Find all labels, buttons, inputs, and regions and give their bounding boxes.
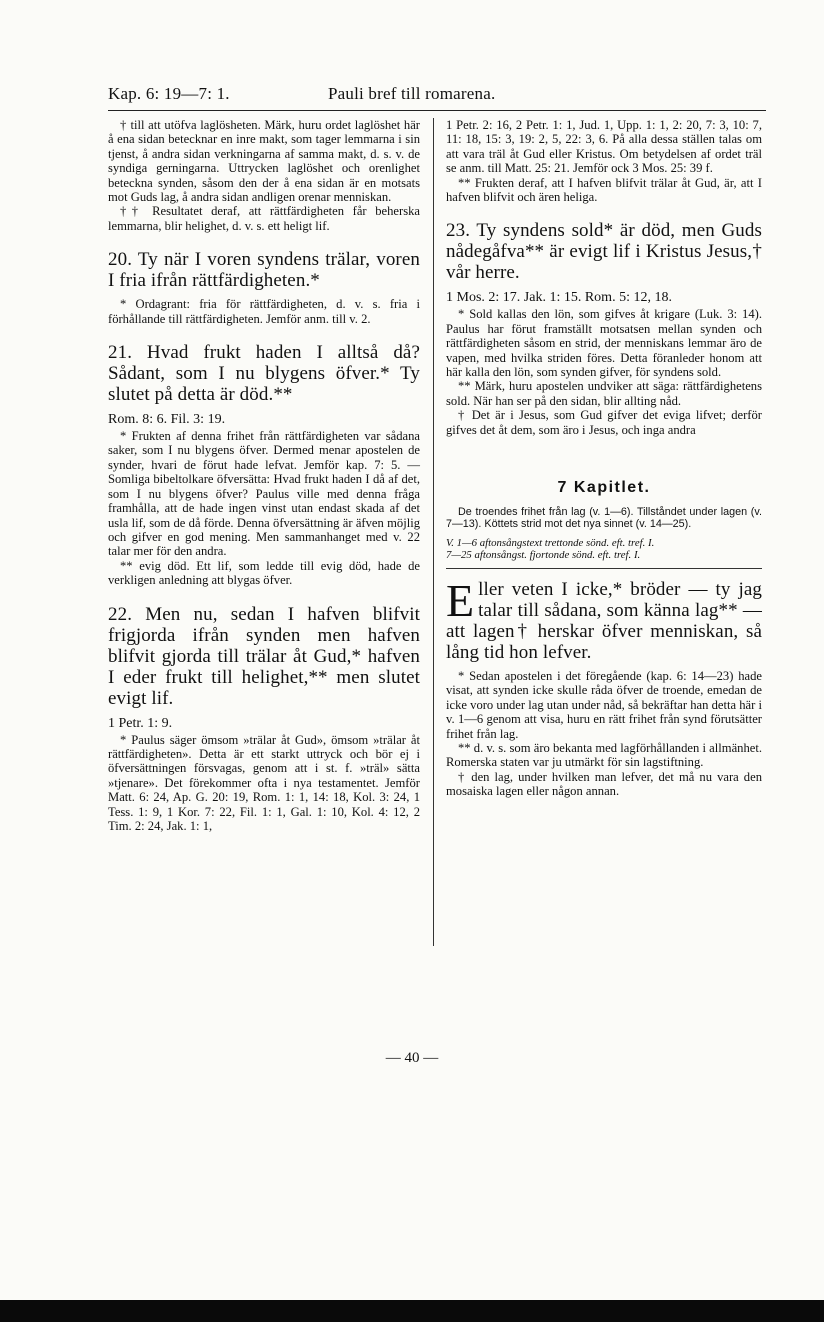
right-column	[446, 118, 762, 799]
verse-20: 20. Ty när I voren syndens trälar, voren I fria ifrån rättfärdigheten.*	[108, 249, 420, 292]
footnote-dagger: † till att utöfva laglösheten. Märk, huru ordet laglöshet här å ena sidan betecknar en inre makt, som tager lemmarna i sin tjenst, å andra sidan verkningarna af samma makt, d. s. v. de syndiga gerningarna. Uttrycken laglöshet och orenlighet beteckna synden, såsom den der å ena sidan är en motsats mot Guds lag, å andra sidan andligen orenar menniskan.	[108, 118, 420, 205]
footnote-verse-21-b: ** evig död. Ett lif, som ledde till evig död, hade de verkligen anledning att blygas öfver.	[108, 558, 420, 588]
cross-reference-23: 1 Mos. 2: 17. Jak. 1: 15. Rom. 5: 12, 18.	[446, 290, 672, 306]
header-chapter-ref: Kap. 6: 19—7: 1.	[108, 84, 230, 103]
scan-edge-band	[0, 1300, 824, 1322]
verse-1: ller veten I icke,* bröder — ty jag talar till sådana, som känna lag** — att lagen† herskar öfver menniskan, så lång tid hon lefver.	[446, 578, 762, 663]
drop-cap: E	[446, 574, 475, 626]
liturgy-line-2: 7—25 aftonsångst. fjortonde sönd. eft. tref. I.	[446, 549, 641, 562]
footnote-verse-21-a: * Frukten af denna frihet från rättfärdigheten var sådana saker, som I nu blygens öfver. Dermed menar apostelen de synder, hvari de förut hade lefvat. Jemför kap. 7: 5. — Somliga bibeltolkare öfversätta: Hvad frukt haden I då af det, som I nu blygens öfver? Paulus ville med denna fråga framhålla, att de hade ingen vinst utan endast skada af det usla lif, som de då förde. Denna öfversättning är äfven möjlig och gifver en god mening. Men sammanhanget med v. 22 talar mer för den andra.	[108, 429, 420, 559]
footnote-verse-23-b: ** Märk, huru apostelen undviker att säga: rättfärdighetens sold. När han ser på den sidan, blir allting nåd.	[446, 379, 762, 408]
footnote-verse-22-b: ** Frukten deraf, att I hafven blifvit trälar åt Gud, är, att I hafven blifvit och ären heliga.	[446, 175, 762, 205]
left-column	[108, 118, 420, 833]
footnote-continuation: 1 Petr. 2: 16, 2 Petr. 1: 1, Jud. 1, Upp. 1: 1, 2: 20, 7: 3, 10: 7, 11: 18, 15: 3, 19: 2, 5, 22: 3, 6. På alla dessa ställen talas om att vara träl åt Gud eller Kristus. Om betydelsen af ordet träl se anm. till Matt. 25: 21. Jemför ock 3 Mos. 25: 39 f.	[446, 118, 762, 176]
running-header	[108, 78, 766, 111]
verse-21: 21. Hvad frukt haden I alltså då? Sådant, som I nu blygens öfver.* Ty slutet på detta är död.**	[108, 342, 420, 406]
verse-1-block	[446, 574, 762, 663]
liturgy-notes	[446, 537, 762, 569]
footnote-verse-22: * Paulus säger ömsom »trälar åt Gud», ömsom »trälar åt rättfärdigheten». Detta är ett starkt uttryck och bör ej i öfversättningen försvagas, genom att i st. f. »träl» sätta »tjenare». Det förekommer ofta i nya testamentet. Jemför Matt. 6: 24, Ap. G. 20: 19, Rom. 1: 1, 14: 18, Kol. 3: 24, 1 Tess. 1: 9, 1 Kor. 7: 22, Fil. 1: 1, Gal. 1: 10, Kol. 4: 12, 2 Tim. 2: 24, Jak. 1: 1,	[108, 732, 420, 833]
column-divider	[433, 118, 434, 946]
page-number: — 40 —	[385, 1050, 439, 1066]
verse-23: 23. Ty syndens sold* är död, men Guds nådegåfva** är evigt lif i Kristus Jesus,† vår herre.	[446, 220, 762, 284]
header-title: Pauli bref till romarena.	[328, 84, 496, 103]
cross-reference-21: Rom. 8: 6. Fil. 3: 19.	[108, 412, 226, 428]
footnote-verse-20: * Ordagrant: fria för rättfärdigheten, d. v. s. fria i förhållande till rättfärdigheten. Jemför anm. till v. 2.	[108, 297, 420, 326]
footnote-verse-1-b: ** d. v. s. som äro bekanta med lagförhållanden i allmänhet. Romerska staten var ju utmärkt för sin lagstiftning.	[446, 740, 762, 770]
footnote-verse-23-a: * Sold kallas den lön, som gifves åt krigare (Luk. 3: 14). Paulus har förut framställt motsatsen mellan synden och rättfärdigheten såsom en strid, der menniskans lemmar äro de vapen, med hvilka striden föres. Detta föranleder honom att här kalla den lön, som synden gifver, för syndens sold.	[446, 307, 762, 380]
footnote-double-dagger: †† Resultatet deraf, att rättfärdigheten får beherska lemmarna, blir helighet, d. v. s. ett heligt lif.	[108, 204, 420, 233]
chapter-summary: De troendes frihet från lag (v. 1—6). Tillståndet under lagen (v. 7—13). Köttets strid mot det nya sinnet (v. 14—25).	[446, 505, 762, 531]
footnote-verse-23-c: † Det är i Jesus, som Gud gifver det eviga lifvet; derför gifves det åt dem, som äro i Jesus, och inga andra	[446, 408, 762, 437]
footnote-verse-1-c: † den lag, under hvilken man lefver, det må nu vara den mosaiska lagen eller någon annan.	[446, 769, 762, 799]
chapter-heading: 7 Kapitlet.	[557, 479, 651, 497]
verse-22: 22. Men nu, sedan I hafven blifvit frigjorda ifrån synden men hafven blifvit gjorda till trälar åt Gud,* hafven I eder frukt till helighet,** men slutet evigt lif.	[108, 603, 420, 709]
liturgy-line-1: V. 1—6 aftonsångstext trettonde sönd. eft. tref. I.	[446, 536, 655, 549]
cross-reference-22: 1 Petr. 1: 9.	[108, 715, 173, 731]
footnote-verse-1-a: * Sedan apostelen i det föregående (kap. 6: 14—23) hade visat, att synden icke skulle råda öfver de troende, emedan de icke voro under lag utan under nåd, så bekräftar han detta här i v. 1—6 genom att visa, huru en rätt frihet från synd förutsätter frihet från lag.	[446, 668, 762, 741]
